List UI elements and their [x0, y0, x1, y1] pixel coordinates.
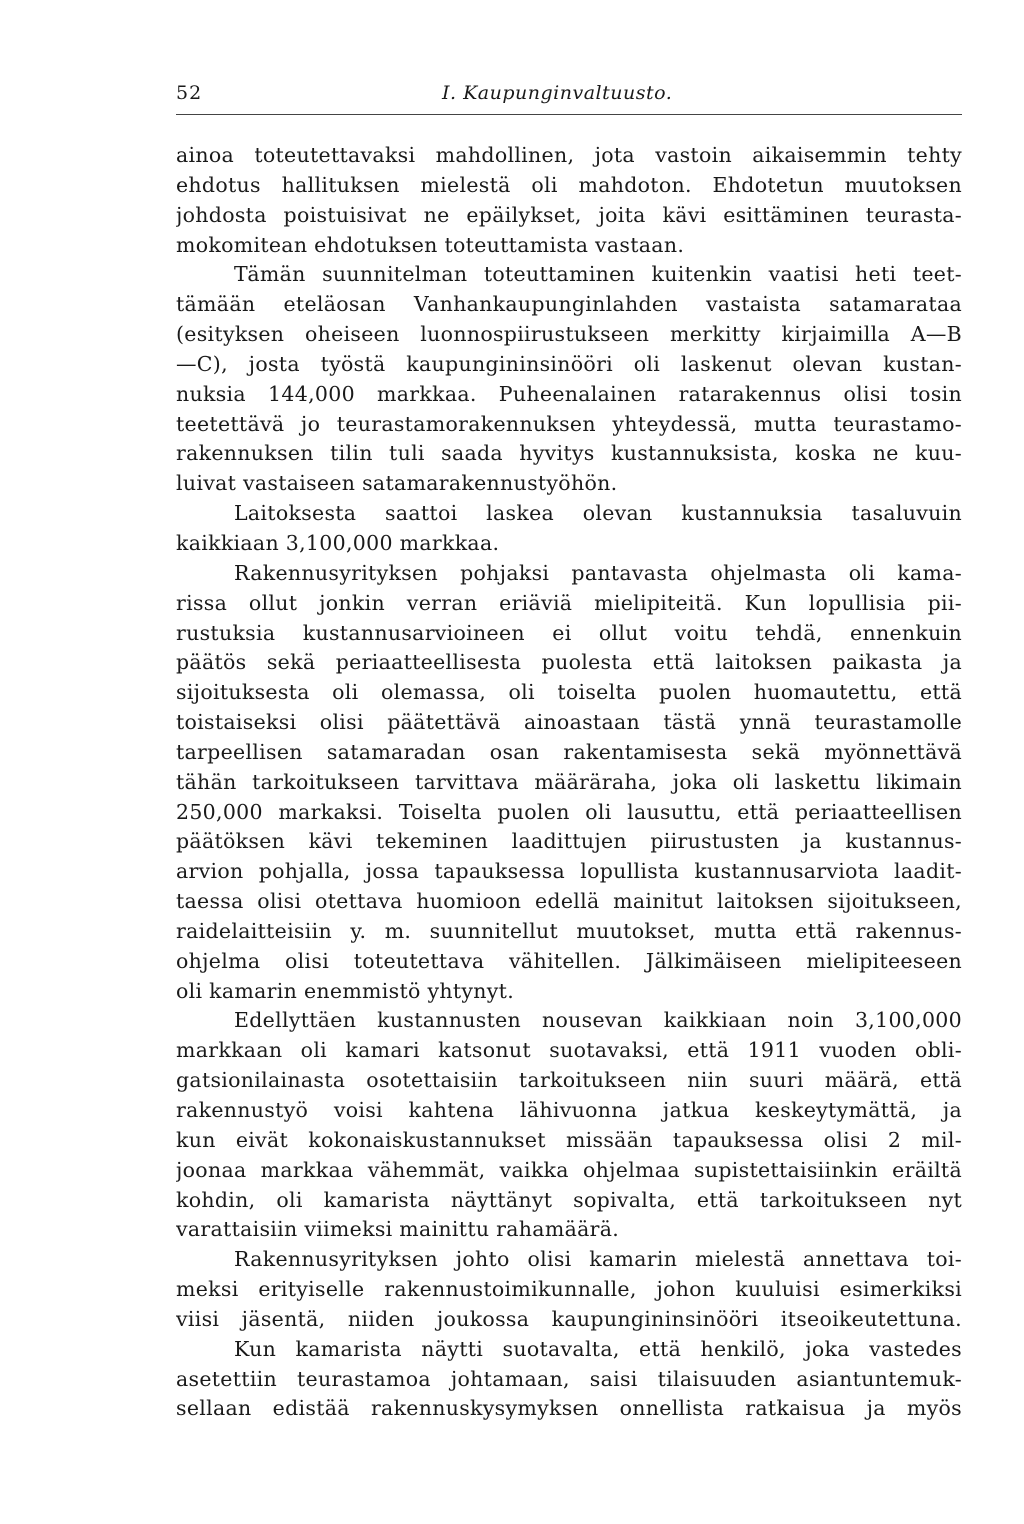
- text-line: teetettävä jo teurastamorakennuksen yhteydessä, mutta teurastamo-: [176, 411, 962, 436]
- text-line: Edellyttäen kustannusten nousevan kaikkiaan noin 3,100,000: [234, 1008, 962, 1033]
- text-line: asetettiin teurastamoa johtamaan, saisi tilaisuuden asiantuntemuk-: [176, 1366, 962, 1391]
- text-line: mokomitean ehdotuksen toteuttamista vastaan.: [176, 232, 685, 257]
- text-line: viisi jäsentä, niiden joukossa kaupungininsinööri itseoikeutettuna.: [176, 1306, 962, 1331]
- text-line: nuksia 144,000 markkaa. Puheenalainen ratarakennus olisi tosin: [176, 381, 962, 406]
- text-line: johdosta poistuisivat ne epäilykset, joita kävi esittäminen teurasta-: [176, 202, 962, 227]
- text-line: raidelaitteisiin y. m. suunnitellut muutokset, mutta että rakennus-: [176, 918, 962, 943]
- text-line: kohdin, oli kamarista näyttänyt sopivalta, että tarkoitukseen nyt: [176, 1187, 962, 1212]
- body-text: [176, 141, 962, 1424]
- page-number: 52: [176, 82, 203, 104]
- text-line: kaikkiaan 3,100,000 markkaa.: [176, 530, 500, 555]
- text-line: varattaisiin viimeksi mainittu rahamäärä.: [176, 1217, 620, 1242]
- text-line: päätös sekä periaatteellisesta puolesta että laitoksen paikasta ja: [176, 650, 962, 675]
- text-line: Kun kamarista näytti suotavalta, että henkilö, joka vastedes: [234, 1336, 962, 1361]
- running-title: I. Kaupunginvaltuusto.: [442, 82, 673, 104]
- text-line: taessa olisi otettava huomioon edellä mainitut laitoksen sijoitukseen,: [176, 889, 962, 914]
- text-line: rakennustyö voisi kahtena lähivuonna jatkua keskeytymättä, ja: [176, 1098, 962, 1122]
- text-line: rakennuksen tilin tuli saada hyvitys kustannuksista, koska ne kuu-: [176, 441, 962, 466]
- text-line: ohjelma olisi toteutettava vähitellen. Jälkimäiseen mielipiteeseen: [176, 948, 962, 973]
- text-line: markkaan oli kamari katsonut suotavaksi, että 1911 vuoden obli-: [176, 1038, 962, 1063]
- text-line: Rakennusyrityksen johto olisi kamarin mielestä annettava toi-: [234, 1247, 962, 1272]
- text-line: rustuksia kustannusarvioineen ei ollut voitu tehdä, ennenkuin: [176, 620, 962, 645]
- text-line: meksi erityiselle rakennustoimikunnalle, johon kuuluisi esimerkiksi: [176, 1277, 962, 1302]
- text-line: Rakennusyrityksen pohjaksi pantavasta ohjelmasta oli kama-: [234, 560, 962, 585]
- text-line: tarpeellisen satamaradan osan rakentamisesta sekä myönnettävä: [176, 739, 962, 764]
- text-line: rissa ollut jonkin verran eriäviä mielipiteitä. Kun lopullisia pii-: [176, 590, 962, 615]
- text-line: tämään eteläosan Vanhankaupunginlahden vastaista satamarataa: [176, 292, 962, 317]
- text-line: luivat vastaiseen satamarakennustyöhön.: [176, 471, 618, 496]
- text-line: kun eivät kokonaiskustannukset missään tapauksessa olisi 2 mil-: [176, 1127, 962, 1152]
- text-line: arvion pohjalla, jossa tapauksessa lopullista kustannusarviota laadit-: [176, 859, 962, 884]
- text-line: —C), josta työstä kaupungininsinööri oli laskenut olevan kustan-: [176, 351, 962, 376]
- text-line: sellaan edistää rakennuskysymyksen onnellista ratkaisua ja myös: [176, 1396, 962, 1421]
- text-line: ehdotus hallituksen mielestä oli mahdoton. Ehdotetun muutoksen: [176, 172, 962, 197]
- text-line: päätöksen kävi tekeminen laadittujen piirustusten ja kustannus-: [176, 829, 962, 854]
- text-line: tähän tarkoitukseen tarvittava määräraha, joka oli laskettu likimain: [176, 769, 962, 794]
- text-line: Tämän suunnitelman toteuttaminen kuitenkin vaatisi heti teet-: [234, 262, 962, 287]
- text-line: sijoituksesta oli olemassa, oli toiselta puolen huomautettu, että: [176, 680, 962, 705]
- text-line: joonaa markkaa vähemmät, vaikka ohjelmaa supistettaisiinkin eräiltä: [176, 1157, 962, 1182]
- text-line: oli kamarin enemmistö yhtynyt.: [176, 978, 515, 1003]
- text-line: 250,000 markaksi. Toiselta puolen oli lausuttu, että periaatteellisen: [176, 799, 962, 824]
- text-line: (esityksen oheiseen luonnospiirustukseen merkitty kirjaimilla A—B: [176, 322, 962, 347]
- text-line: ainoa toteutettavaksi mahdollinen, jota vastoin aikaisemmin tehty: [176, 143, 962, 167]
- page-header: [176, 80, 962, 115]
- document-page: [176, 80, 962, 1424]
- text-line: toistaiseksi olisi päätettävä ainoastaan tästä ynnä teurastamolle: [176, 710, 962, 735]
- text-line: gatsionilainasta osotettaisiin tarkoitukseen niin suuri määrä, että: [176, 1068, 962, 1093]
- text-line: Laitoksesta saattoi laskea olevan kustannuksia tasaluvuin: [234, 501, 962, 526]
